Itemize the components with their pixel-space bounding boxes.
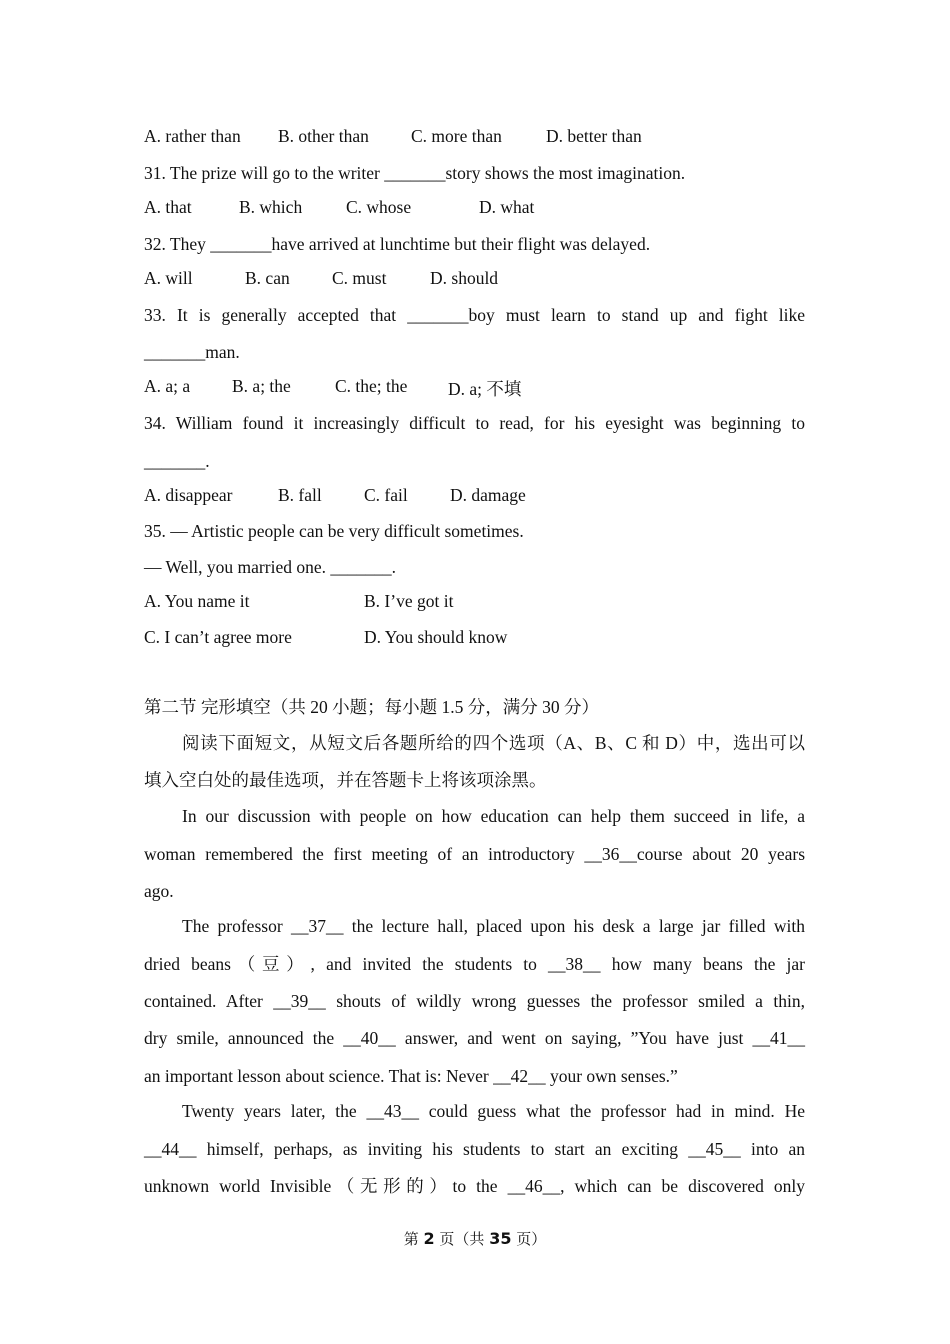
passage-p2-line5: an important lesson about science. That is: Never __42__ your own senses.” <box>144 1066 678 1086</box>
q35-option-c[interactable]: C. I can’t agree more <box>144 627 292 647</box>
q33-option-a[interactable]: A. a; a <box>144 376 191 396</box>
q33-stem-line1: 33. It is generally accepted that _______boy must learn to stand up and fight like <box>144 305 805 325</box>
q30-option-d[interactable]: D. better than <box>546 126 642 146</box>
q32-stem: 32. They _______have arrived at lunchtime but their flight was delayed. <box>144 234 651 254</box>
q35-option-a[interactable]: A. You name it <box>144 591 250 611</box>
passage-p2-line2: dried beans（豆）, and invited the students to __38__ how many beans the jar <box>144 954 805 974</box>
q34-stem-line2: _______. <box>144 451 210 471</box>
footer-total-pages: 35 <box>489 1229 512 1248</box>
q31-option-d[interactable]: D. what <box>479 197 535 217</box>
footer-suffix: 页） <box>511 1230 547 1248</box>
q30-option-b[interactable]: B. other than <box>278 126 369 146</box>
q34-option-a[interactable]: A. disappear <box>144 485 233 505</box>
passage-p2-line1: The professor __37__ the lecture hall, placed upon his desk a large jar filled with <box>182 916 805 936</box>
passage-p3-line2: __44__ himself, perhaps, as inviting his students to start an exciting __45__ into an <box>144 1139 805 1159</box>
footer-middle: 页（共 <box>434 1230 490 1248</box>
section-heading: 第二节 完形填空（共 20 小题；每小题 1.5 分，满分 30 分） <box>144 697 599 717</box>
q31-option-a[interactable]: A. that <box>144 197 192 217</box>
q31-stem: 31. The prize will go to the writer _______story shows the most imagination. <box>144 163 686 183</box>
passage-p3-line1: Twenty years later, the __43__ could guess what the professor had in mind. He <box>182 1101 805 1121</box>
q32-option-b[interactable]: B. can <box>245 268 290 288</box>
passage-p2-line3: contained. After __39__ shouts of wildly wrong guesses the professor smiled a thin, <box>144 991 805 1011</box>
q30-option-c[interactable]: C. more than <box>411 126 502 146</box>
instruction-line2: 填入空白处的最佳选项，并在答题卡上将该项涂黑。 <box>144 770 547 790</box>
q33-stem-line2: _______man. <box>144 342 240 362</box>
q33-option-b[interactable]: B. a; the <box>232 376 291 396</box>
passage-p3-line3: unknown world Invisible（无形的）to the __46__, which can be discovered only <box>144 1176 805 1196</box>
q34-option-b[interactable]: B. fall <box>278 485 322 505</box>
passage-p1-line2: woman remembered the first meeting of an introductory __36__course about 20 years <box>144 844 805 864</box>
footer-prefix: 第 <box>403 1230 424 1248</box>
q33-option-d[interactable]: D. a; 不填 <box>448 379 522 399</box>
q35-option-b[interactable]: B. I’ve got it <box>364 591 454 611</box>
instruction-line1: 阅读下面短文，从短文后各题所给的四个选项（A、B、C 和 D）中，选出可以 <box>182 733 805 753</box>
q32-option-a[interactable]: A. will <box>144 268 193 288</box>
q34-stem-line1: 34. William found it increasingly difficult to read, for his eyesight was beginning to <box>144 413 805 433</box>
q33-option-c[interactable]: C. the; the <box>335 376 408 396</box>
q35-line1: 35. — Artistic people can be very difficult sometimes. <box>144 521 524 541</box>
q31-option-b[interactable]: B. which <box>239 197 303 217</box>
q35-option-d[interactable]: D. You should know <box>364 627 508 647</box>
passage-p1-line3: ago. <box>144 881 174 901</box>
page-footer <box>0 1228 950 1249</box>
q34-option-d[interactable]: D. damage <box>450 485 526 505</box>
footer-page-number: 2 <box>423 1229 435 1248</box>
q35-line2: — Well, you married one. _______. <box>144 557 396 577</box>
q30-option-a[interactable]: A. rather than <box>144 126 241 146</box>
q32-option-c[interactable]: C. must <box>332 268 387 288</box>
q34-option-c[interactable]: C. fail <box>364 485 408 505</box>
q32-option-d[interactable]: D. should <box>430 268 499 288</box>
passage-p1-line1: In our discussion with people on how education can help them succeed in life, a <box>182 806 805 826</box>
q31-option-c[interactable]: C. whose <box>346 197 412 217</box>
passage-p2-line4: dry smile, announced the __40__ answer, and went on saying, ”You have just __41__ <box>144 1028 805 1048</box>
